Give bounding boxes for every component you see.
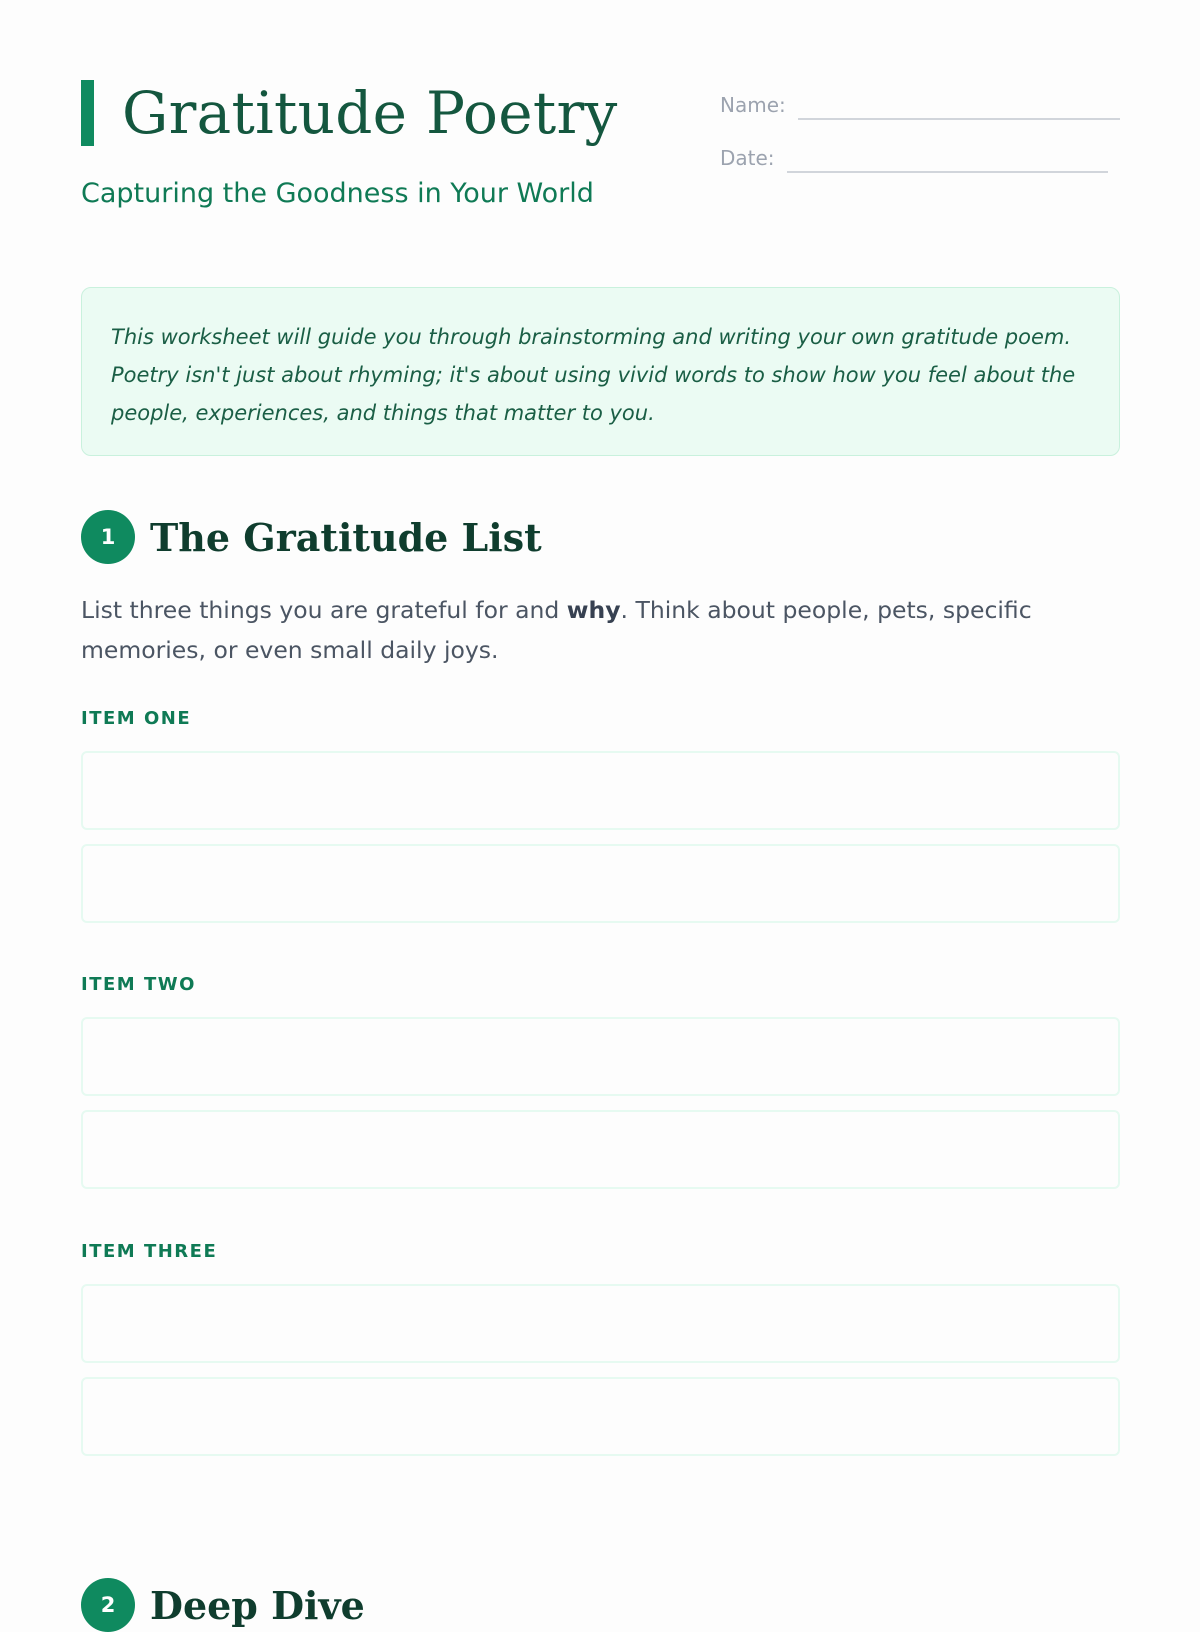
item-three-line-2[interactable] [81, 1377, 1120, 1456]
intro-box [81, 287, 1120, 456]
date-label: Date: [720, 146, 775, 170]
name-label: Name: [720, 93, 786, 117]
intro-text: This worksheet will guide you through brainstorming and writing your own gratitude poem. Poetry isn't just about rhyming; it's about using vivid words to show how you feel about the people, experiences, and things that matter to you. [111, 325, 1076, 425]
item-three-label: ITEM THREE [81, 1241, 218, 1262]
item-three-line-1[interactable] [81, 1284, 1120, 1363]
title-accent-bar [81, 80, 94, 146]
section-instruction [81, 590, 1081, 670]
name-row [720, 82, 1120, 120]
name-field[interactable] [798, 82, 1120, 120]
date-field[interactable] [787, 135, 1108, 173]
instruction-emphasis: why [566, 596, 621, 624]
page-subtitle: Capturing the Goodness in Your World [81, 178, 594, 209]
item-one-label: ITEM ONE [81, 708, 192, 729]
section-title: The Gratitude List [150, 514, 542, 560]
item-two-line-2[interactable] [81, 1110, 1120, 1189]
instruction-text-end: . Think about people, pets, specific memories, or even small daily joys. [81, 596, 1032, 664]
section-1-heading [81, 510, 542, 564]
section-title: Deep Dive [150, 1582, 365, 1628]
item-one-line-2[interactable] [81, 844, 1120, 923]
item-two-line-1[interactable] [81, 1017, 1120, 1096]
section-number-badge: 1 [81, 510, 135, 564]
name-date-block [720, 82, 1120, 188]
section-number-badge: 2 [81, 1578, 135, 1632]
date-row [720, 135, 1120, 173]
instruction-text-start: List three things you are grateful for and [81, 596, 567, 624]
page-title: Gratitude Poetry [122, 79, 618, 147]
section-2-heading [81, 1578, 365, 1632]
title-block [81, 80, 618, 146]
worksheet-page [81, 0, 1120, 1628]
item-one-line-1[interactable] [81, 751, 1120, 830]
item-two-label: ITEM TWO [81, 974, 196, 995]
